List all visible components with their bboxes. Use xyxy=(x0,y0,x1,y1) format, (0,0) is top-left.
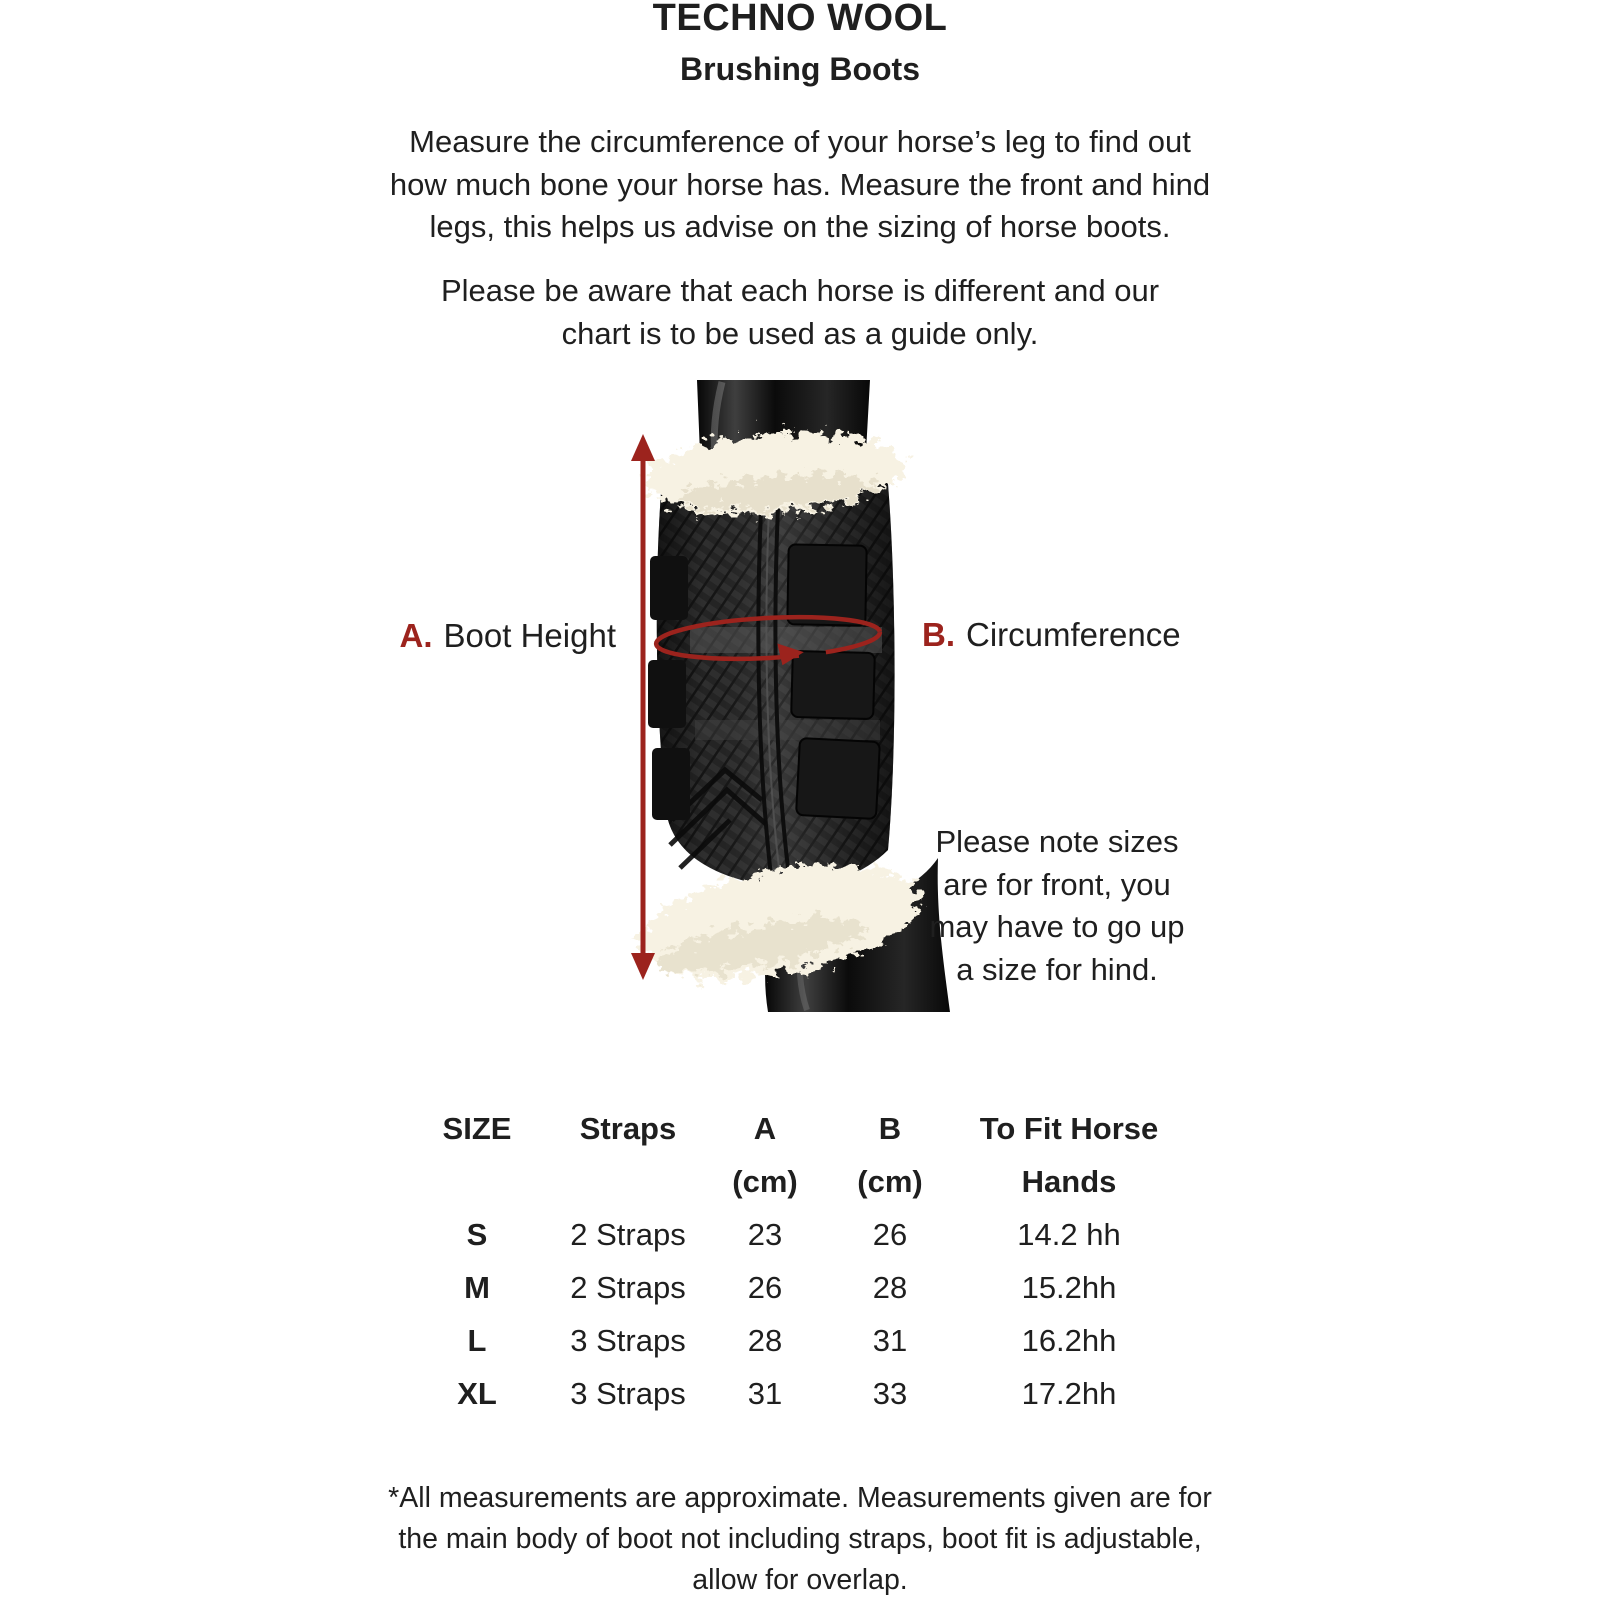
row-l-size: L xyxy=(467,1322,487,1358)
row-s-straps: 2 Straps xyxy=(570,1216,686,1252)
row-m-straps: 2 Straps xyxy=(570,1269,686,1305)
intro-paragraph-1 xyxy=(217,121,1383,249)
intro-p1-line: how much bone your horse has. Measure the front and hind xyxy=(389,166,1211,202)
page-subtitle: Brushing Boots xyxy=(680,51,920,87)
footnote-line: the main body of boot not including straps, boot fit is adjustable, xyxy=(398,1523,1202,1555)
label-a-letter: A. xyxy=(399,617,433,654)
sizing-note xyxy=(917,821,1197,991)
sizing-note-line: may have to go up xyxy=(929,909,1185,944)
page-title: TECHNO WOOL xyxy=(652,0,948,39)
footnote xyxy=(217,1478,1383,1600)
label-b-letter: B. xyxy=(922,616,955,653)
sizing-note-line: Please note sizes xyxy=(935,824,1179,859)
row-xl-straps: 3 Straps xyxy=(570,1375,686,1411)
col-subheader-size xyxy=(407,1155,547,1208)
intro-p1-line: legs, this helps us advise on the sizing of horse boots. xyxy=(429,209,1171,244)
row-s-a: 23 xyxy=(747,1216,783,1252)
label-b-text: Circumference xyxy=(966,616,1181,653)
col-subheader-a-cm: (cm) xyxy=(732,1163,798,1199)
row-m-size: M xyxy=(464,1269,490,1305)
col-header-fit: To Fit Horse xyxy=(979,1110,1159,1146)
label-a-text: Boot Height xyxy=(443,617,616,654)
intro-paragraph-2 xyxy=(217,270,1383,355)
col-header-straps: Straps xyxy=(579,1110,677,1146)
col-header-a: A xyxy=(753,1110,777,1146)
row-l-straps: 3 Straps xyxy=(570,1322,686,1358)
row-l-a: 28 xyxy=(747,1322,783,1358)
row-xl-size: XL xyxy=(457,1375,497,1411)
boot-strap-left-tabs xyxy=(648,556,690,820)
col-header-size: SIZE xyxy=(442,1110,512,1146)
row-m-fit: 15.2hh xyxy=(1021,1269,1117,1305)
row-s-size: S xyxy=(466,1216,488,1252)
boot-product-photo xyxy=(540,380,960,1020)
size-table xyxy=(407,1102,1179,1420)
row-l-fit: 16.2hh xyxy=(1021,1322,1117,1358)
col-subheader-straps xyxy=(547,1155,709,1208)
row-xl-fit: 17.2hh xyxy=(1021,1375,1117,1411)
col-header-b: B xyxy=(878,1110,902,1146)
label-boot-height xyxy=(340,617,616,655)
row-s-b: 26 xyxy=(872,1216,908,1252)
col-subheader-b-cm: (cm) xyxy=(857,1163,923,1199)
row-m-a: 26 xyxy=(747,1269,783,1305)
sizing-note-line: a size for hind. xyxy=(956,951,1158,987)
intro-p1-line: Measure the circumference of your horse’s leg to find out xyxy=(409,124,1191,159)
row-xl-b: 33 xyxy=(872,1375,908,1411)
row-l-b: 31 xyxy=(872,1322,908,1358)
col-subheader-hands: Hands xyxy=(1021,1163,1117,1199)
footnote-line: *All measurements are approximate. Measurements given are for xyxy=(388,1482,1212,1514)
sizing-note-line: are for front, you xyxy=(943,866,1171,902)
footnote-line: allow for overlap. xyxy=(692,1564,908,1596)
row-s-fit: 14.2 hh xyxy=(1017,1216,1121,1252)
intro-p2-line: Please be aware that each horse is different and our xyxy=(440,273,1160,308)
intro-p2-line: chart is to be used as a guide only. xyxy=(561,315,1039,351)
row-m-b: 28 xyxy=(872,1269,908,1305)
label-circumference xyxy=(922,616,1181,654)
row-xl-a: 31 xyxy=(747,1375,783,1411)
boot-straps xyxy=(787,544,880,819)
